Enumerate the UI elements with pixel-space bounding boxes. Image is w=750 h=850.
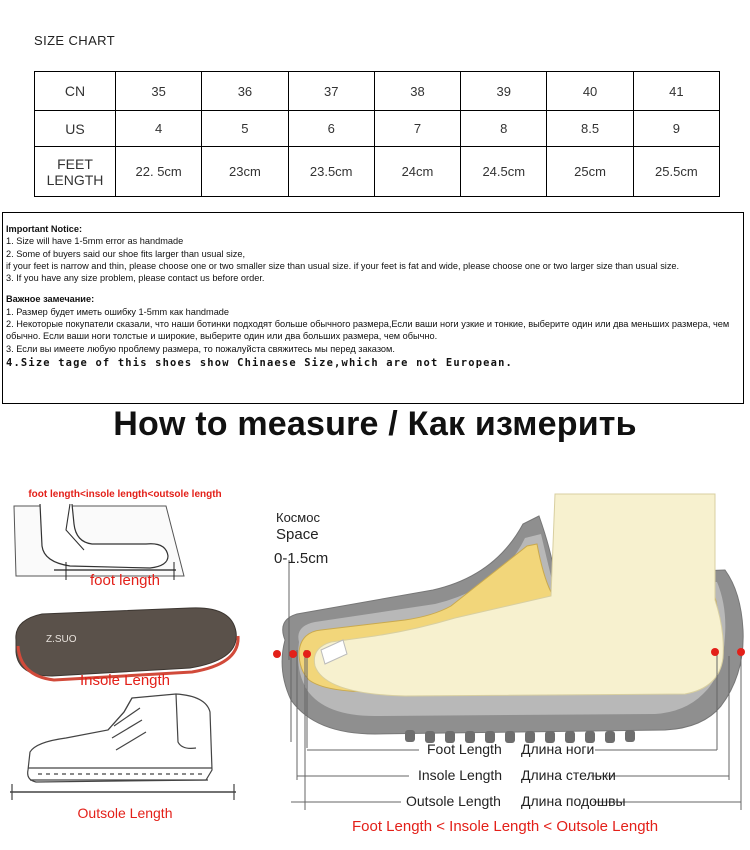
table-cell: 41 xyxy=(633,72,719,111)
table-row-us xyxy=(35,111,720,147)
table-cell: 8.5 xyxy=(547,111,633,147)
insole-length-label: Insole Length xyxy=(79,672,171,689)
outsole-length-ru: Длина подошвы xyxy=(521,793,626,809)
table-cell: 6 xyxy=(288,111,374,147)
table-cell: 36 xyxy=(202,72,288,111)
notice-line: 3. If you have any size problem, please contact us before order. xyxy=(6,273,265,284)
table-cell: 39 xyxy=(461,72,547,111)
notice-heading-en: Important Notice: xyxy=(6,224,83,234)
insole-length-ru: Длина стельки xyxy=(521,767,616,783)
space-label-ru: Космос xyxy=(276,510,320,525)
table-cell: 38 xyxy=(374,72,460,111)
length-comparison: Foot Length < Insole Length < Outsole Length xyxy=(352,818,659,835)
notice-line: 1. Size will have 1-5mm error as handmade xyxy=(6,236,184,247)
notice-line: 1. Размер будет иметь ошибку 1-5mm как handmade xyxy=(6,306,230,317)
table-cell: 8 xyxy=(461,111,547,147)
table-cell: 35 xyxy=(116,72,202,111)
measure-steps-panel xyxy=(0,480,250,830)
notice-box xyxy=(2,212,744,404)
how-to-measure-heading: How to measure / Как измерить xyxy=(113,405,637,443)
table-cell: 7 xyxy=(374,111,460,147)
insole-icon xyxy=(16,608,238,680)
compare-small-label: foot length<insole length<outsole length xyxy=(28,489,222,500)
row-header-line: LENGTH xyxy=(46,171,104,188)
notice-line-chinese-size: 4.Size tage of this shoes show Chinaese Size,which are not European. xyxy=(6,356,513,369)
foot-length-label: foot length xyxy=(89,572,161,589)
row-header: US xyxy=(35,111,116,147)
row-header: CN xyxy=(35,72,116,111)
row-header xyxy=(35,147,116,197)
size-chart-table xyxy=(34,71,720,197)
table-cell: 5 xyxy=(202,111,288,147)
table-cell: 40 xyxy=(547,72,633,111)
measure-illustrations xyxy=(0,480,250,830)
shoe-diagram xyxy=(255,480,750,820)
table-cell: 4 xyxy=(116,111,202,147)
table-cell: 24cm xyxy=(374,147,460,197)
space-label-en: Space xyxy=(276,526,319,543)
table-cell: 9 xyxy=(633,111,719,147)
foot-length-ru: Длина ноги xyxy=(521,741,595,757)
table-cell: 37 xyxy=(288,72,374,111)
foot-outline-icon xyxy=(14,504,184,580)
insole-brand-text: Z.SUO xyxy=(46,634,77,645)
table-row-feet-length xyxy=(35,147,720,197)
notice-line: if your feet is narrow and thin, please choose one or two smaller size than usual size. if your feet is fat and wide, please choose one or two larger size than usual size. xyxy=(6,260,680,271)
notice-line: 3. Если вы имеете любую проблему размера, то пожалуйста свяжитесь мы перед заказом. xyxy=(6,343,395,354)
boot-outline-icon xyxy=(28,694,212,782)
insole-length-en: Insole Length xyxy=(418,767,503,783)
table-cell: 25cm xyxy=(547,147,633,197)
outsole-length-en: Outsole Length xyxy=(406,793,501,809)
table-cell: 24.5cm xyxy=(461,147,547,197)
table-cell: 22. 5cm xyxy=(116,147,202,197)
table-cell: 25.5cm xyxy=(633,147,719,197)
outsole-length-label: Outsole Length xyxy=(77,805,173,821)
row-header-line: FEET xyxy=(57,155,93,172)
table-row-cn xyxy=(35,72,720,111)
notice-line: 2. Some of buyers said our shoe fits larger than usual size, xyxy=(6,248,246,259)
notice-line: 2. Некоторые покупатели сказали, что наши ботинки подходят больше обычного размера,Если ваши ноги узкие и тонкие, выберите один или два меньших размера, чем обычно. Если ваши ноги толстые и широкие, выберите один или два больших размера, чем обычно. xyxy=(6,319,730,342)
table-cell: 23cm xyxy=(202,147,288,197)
notice-heading-ru: Важное замечание: xyxy=(6,294,95,305)
page-title: SIZE CHART xyxy=(34,33,116,48)
foot-length-en: Foot Length xyxy=(427,741,502,757)
space-range: 0-1.5cm xyxy=(274,550,329,567)
table-cell: 23.5cm xyxy=(288,147,374,197)
